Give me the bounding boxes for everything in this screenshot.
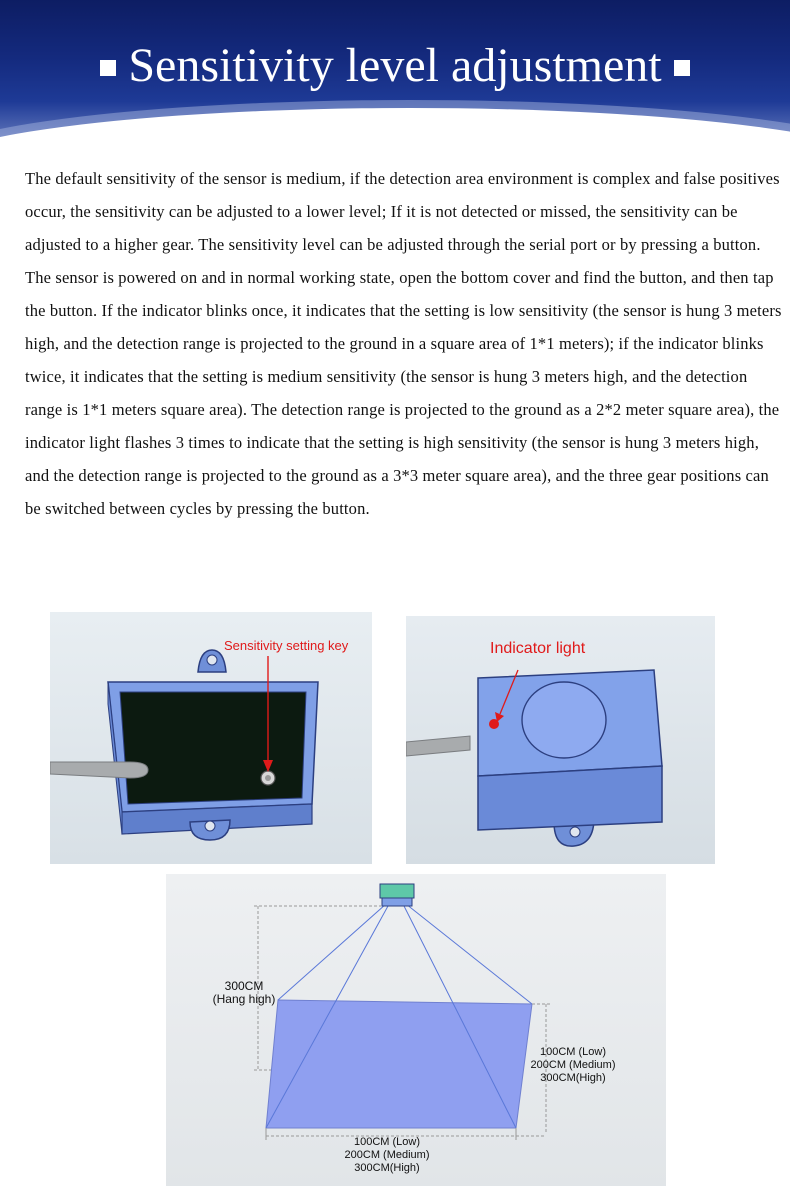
side-medium: 200CM (Medium) — [530, 1059, 616, 1071]
sensor-device-icon — [380, 884, 414, 898]
page-title: Sensitivity level adjustment — [128, 39, 662, 92]
side-dimension-labels — [518, 1046, 628, 1085]
title-bullet-right-icon — [674, 60, 690, 76]
title-bullet-left-icon — [100, 60, 116, 76]
indicator-light-label: Indicator light — [490, 640, 586, 657]
side-high: 300CM(High) — [540, 1072, 606, 1084]
bottom-medium: 200CM (Medium) — [344, 1149, 430, 1161]
height-value: 300CM — [224, 979, 264, 993]
header-banner — [0, 0, 790, 145]
side-low: 100CM (Low) — [539, 1046, 607, 1058]
description-text — [25, 162, 785, 525]
height-label — [206, 980, 282, 1006]
bottom-dimension-labels — [332, 1136, 442, 1175]
paragraph-default-sensitivity: The default sensitivity of the sensor is medium, if the detection area environment is complex and false positives occur, the sensitivity can be adjusted to a lower level; If it is not detected or missed, the sensitivity can be adjusted to a higher gear. The sensitivity level can be adjusted through the serial port or by pressing a button. — [25, 169, 780, 254]
bottom-low: 100CM (Low) — [353, 1136, 421, 1148]
figure-detection-range — [166, 874, 666, 1186]
bottom-high: 300CM(High) — [354, 1162, 420, 1174]
sensitivity-key-label: Sensitivity setting key — [224, 638, 349, 653]
figure-indicator-light — [406, 616, 715, 864]
figure-sensitivity-key — [50, 612, 372, 864]
paragraph-button-operation: The sensor is powered on and in normal working state, open the bottom cover and find the button, and then tap the button. If the indicator blinks once, it indicates that the setting is low sensitivity (the sensor is hung 3 meters high, and the detection range is projected to the ground in a square area of 1*1 meters); if the indicator blinks twice, it indicates that the setting is medium sensitivity (the sensor is hung 3 meters high, and the detection range is 1*1 meters square area). The detection range is projected to the ground as a 2*2 meter square area), the indicator light flashes 3 times to indicate that the setting is high sensitivity (the sensor is hung 3 meters high, and the detection range is projected to the ground as a 3*3 meter square area), and the three gear positions can be switched between cycles by pressing the button. — [25, 268, 782, 518]
page-title-row — [0, 36, 790, 96]
detection-floor-area — [266, 1000, 532, 1128]
height-note: (Hang high) — [212, 992, 276, 1006]
